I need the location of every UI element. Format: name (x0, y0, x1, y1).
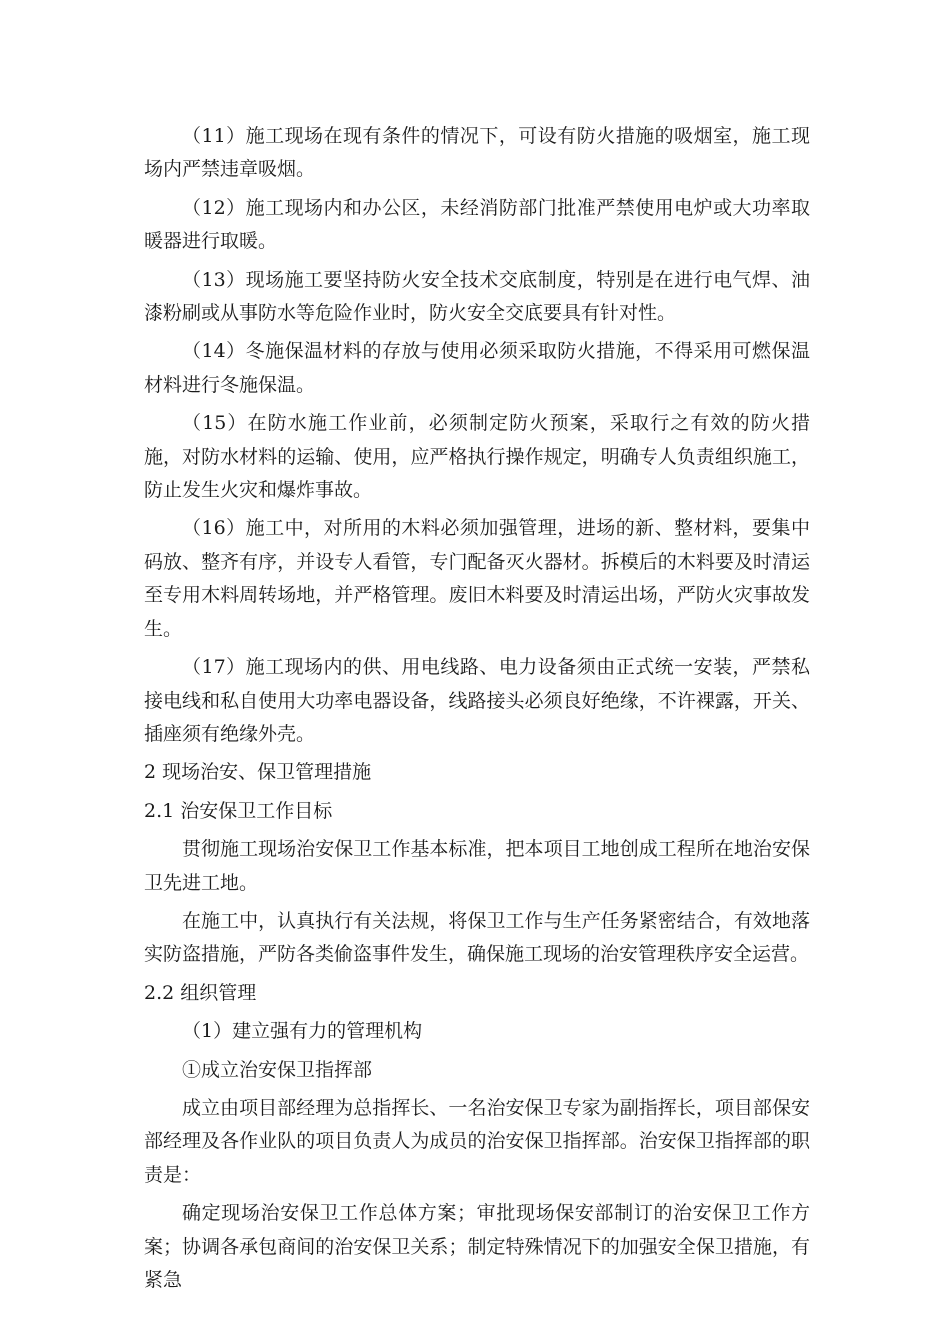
item-13: （13）现场施工要坚持防火安全技术交底制度，特别是在进行电气焊、油漆粉刷或从事防水等危险作业时，防火安全交底要具有针对性。 (144, 268, 810, 325)
item-12: （12）施工现场内和办公区，未经消防部门批准严禁使用电炉或大功率取暖器进行取暖。 (144, 196, 810, 253)
document-body (144, 120, 810, 1302)
duties-paragraph: 确定现场治安保卫工作总体方案；审批现场保安部制订的治安保卫工作方案；协调各承包商间的治安保卫关系；制定特殊情况下的加强安全保卫措施，有紧急 (144, 1202, 810, 1291)
command-paragraph: 成立由项目部经理为总指挥长、一名治安保卫专家为副指挥长，项目部保安部经理及各作业队的项目负责人为成员的治安保卫指挥部。治安保卫指挥部的职责是： (144, 1096, 810, 1186)
section-2-1-heading: 2.1 治安保卫工作目标 (144, 799, 333, 822)
org-item-1: （1）建立强有力的管理机构 (182, 1020, 423, 1043)
item-11: （11）施工现场在现有条件的情况下，可设有防火措施的吸烟室，施工现场内严禁违章吸烟。 (144, 125, 810, 181)
item-16: （16）施工中，对所用的木料必须加强管理，进场的新、整材料，要集中码放、整齐有序，并设专人看管，专门配备灭火器材。拆模后的木料要及时清运至专用木料周转场地，并严格管理。废旧木料要及时清运出场，严防火灾事故发生。 (144, 517, 810, 640)
goal-paragraph-1: 贯彻施工现场治安保卫工作基本标准，把本项目工地创成工程所在地治安保卫先进工地。 (144, 838, 810, 894)
section-2-heading: 2 现场治安、保卫管理措施 (144, 761, 372, 784)
item-15: （15）在防水施工作业前，必须制定防火预案，采取行之有效的防火措施，对防水材料的运输、使用，应严格执行操作规定，明确专人负责组织施工，防止发生火灾和爆炸事故。 (144, 412, 810, 502)
org-subitem-1: ①成立治安保卫指挥部 (182, 1058, 373, 1081)
item-17: （17）施工现场内的供、用电线路、电力设备须由正式统一安装，严禁私接电线和私自使用大功率电器设备，线路接头必须良好绝缘，不许裸露，开关、插座须有绝缘外壳。 (144, 656, 810, 745)
item-14: （14）冬施保温材料的存放与使用必须采取防火措施，不得采用可燃保温材料进行冬施保温。 (144, 340, 810, 396)
section-2-2-heading: 2.2 组织管理 (144, 981, 257, 1004)
goal-paragraph-2: 在施工中，认真执行有关法规，将保卫工作与生产任务紧密结合，有效地落实防盗措施，严防各类偷盗事件发生，确保施工现场的治安管理秩序安全运营。 (144, 909, 810, 966)
